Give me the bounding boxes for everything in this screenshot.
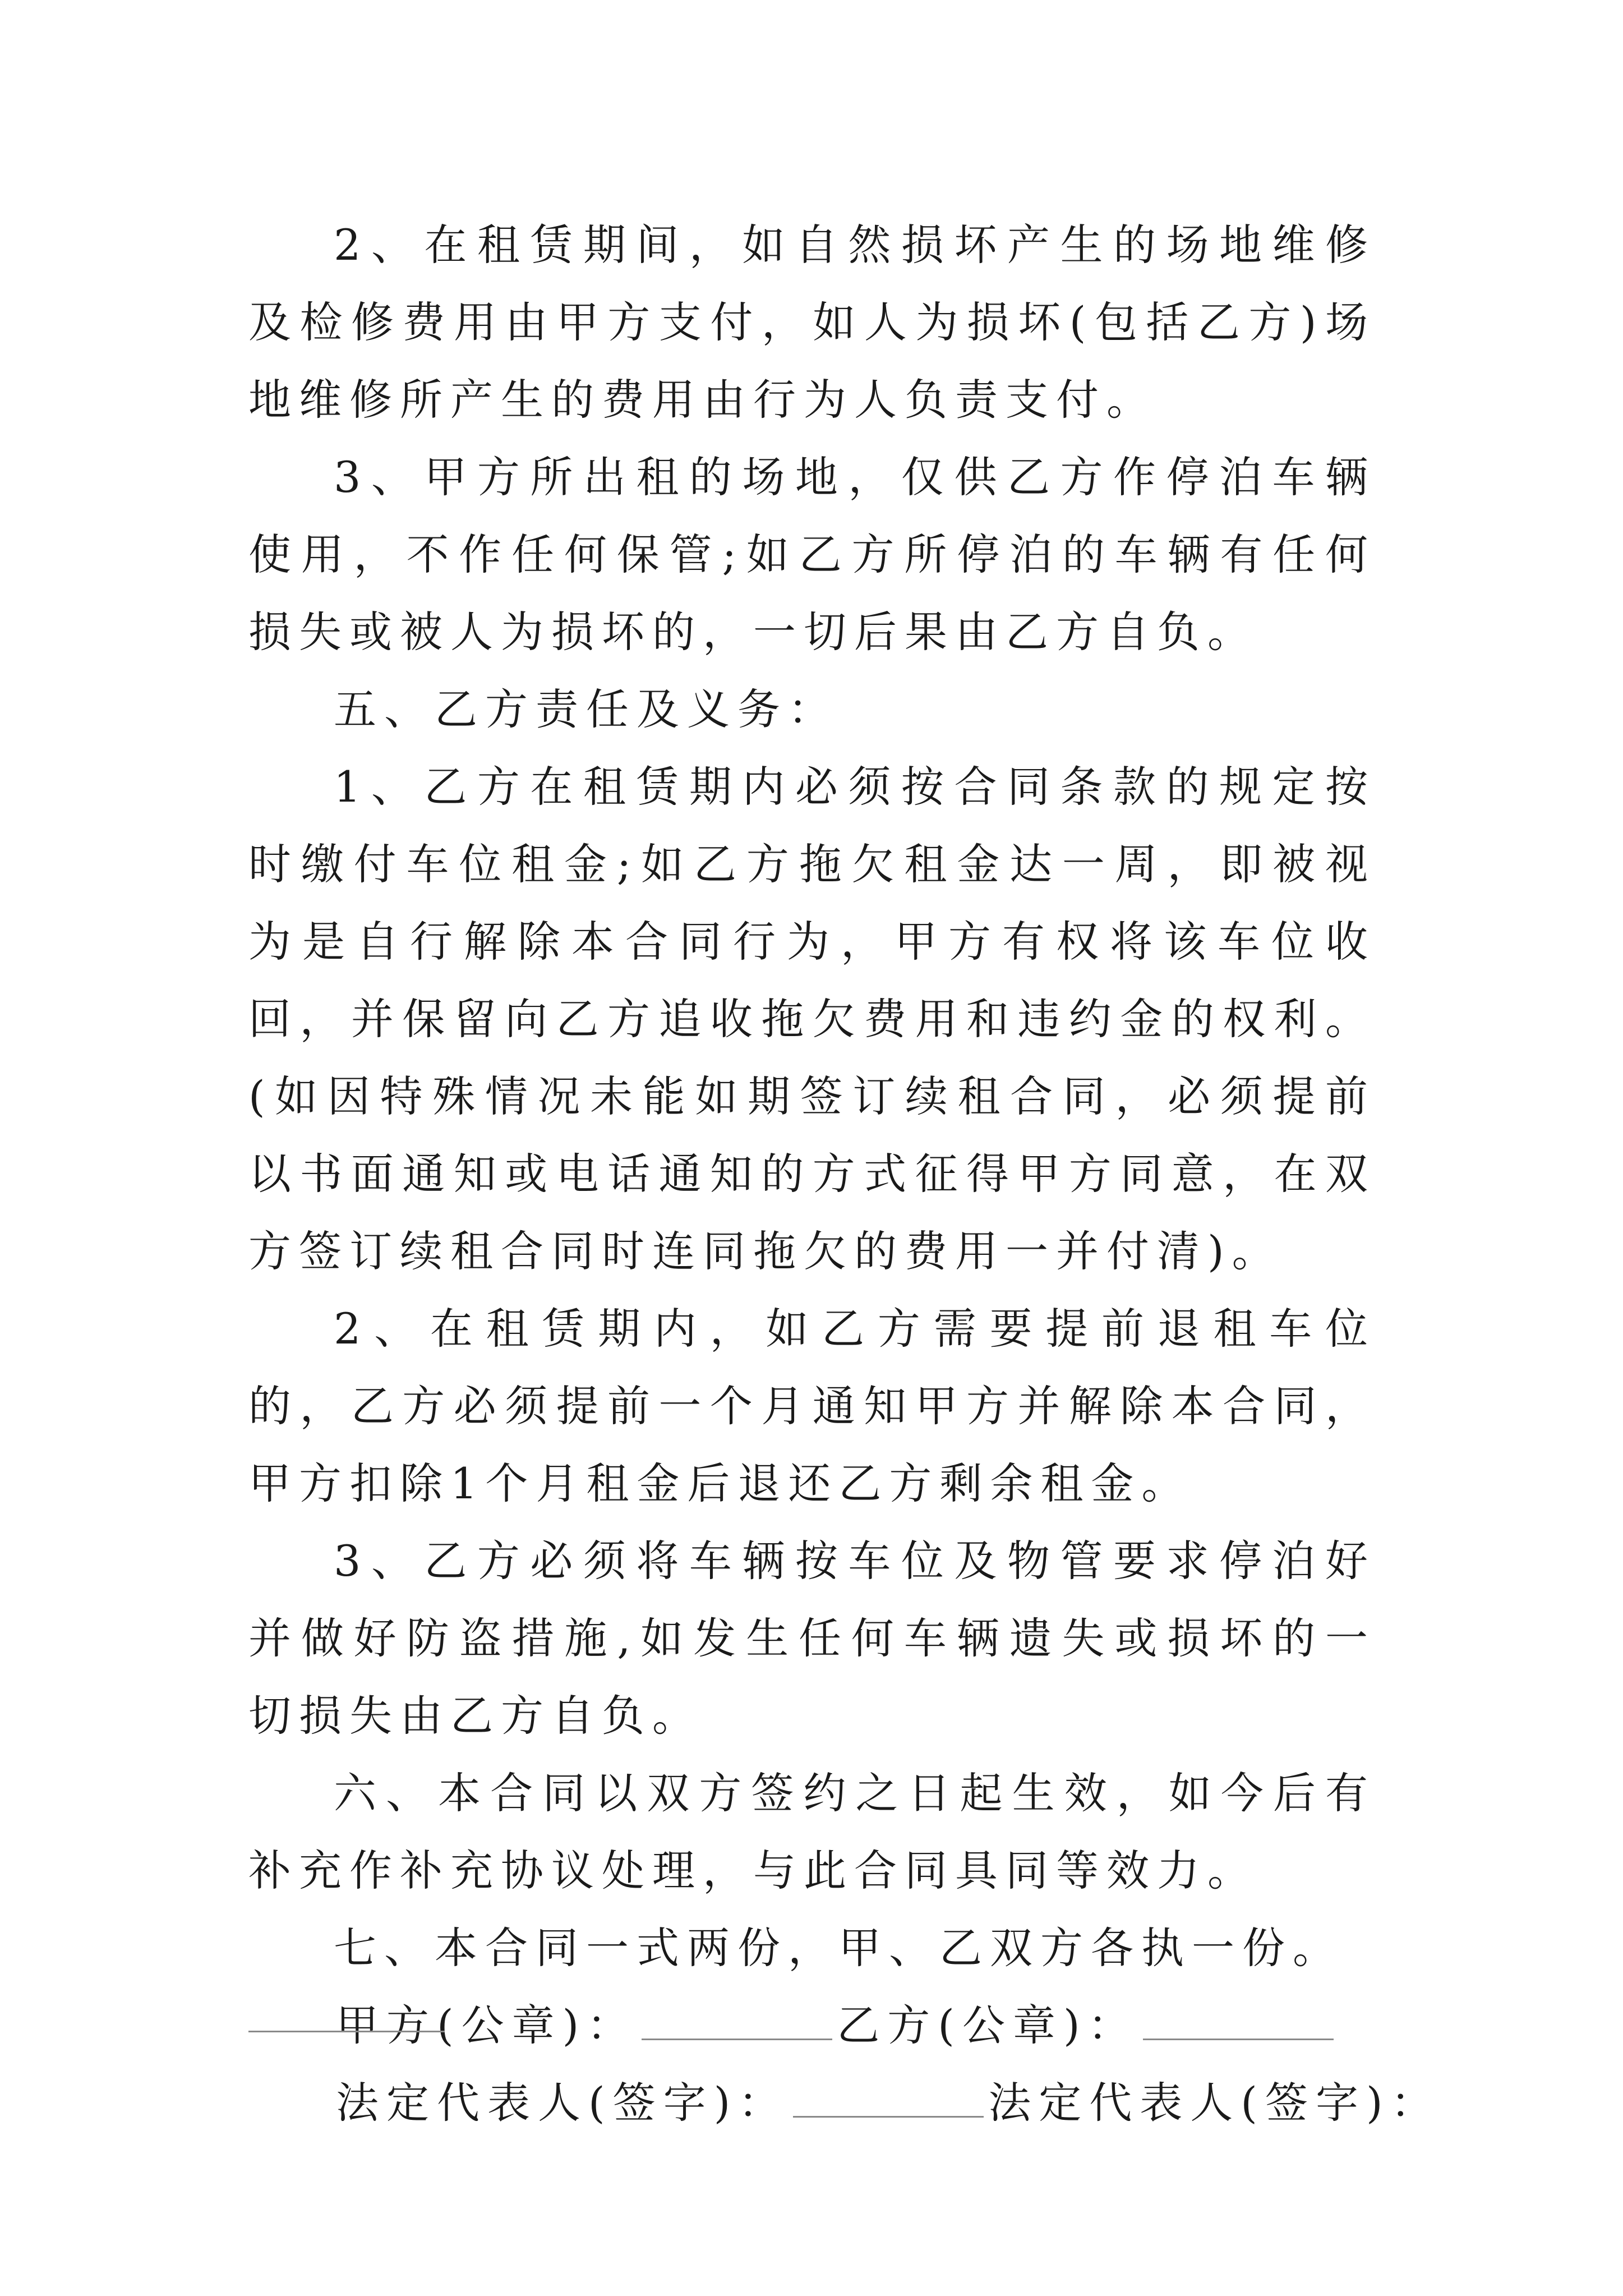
clause-4-2: 2、在租赁期间，如自然损坏产生的场地维修及检修费用由甲方支付，如人为损坏(包括乙方)场地维修所产生的费用由行为人负责支付。 bbox=[248, 220, 1376, 425]
clause-5-2: 2、在租赁期内，如乙方需要提前退租车位的，乙方必须提前一个月通知甲方并解除本合同，甲方扣除1个月租金后退还乙方剩余租金。 bbox=[248, 1304, 1376, 1508]
party-a-seal-blank bbox=[642, 2036, 832, 2040]
party-b-rep-label: 法定代表人(签字)： bbox=[988, 2078, 1441, 2128]
contract-body bbox=[248, 206, 1441, 2142]
seal-signature-line bbox=[248, 1987, 1376, 2064]
clause-5-1: 1、乙方在租赁期内必须按合同条款的规定按时缴付车位租金;如乙方拖欠租金达一周，即被视为是自行解除本合同行为，甲方有权将该车位收回，并保留向乙方追收拖欠费用和违约金的权利。(如因特殊情况未能如期签订续租合同，必须提前以书面通知或电话通知的方式征得甲方同意，在双方签订续租合同时连同拖欠的费用一并付清)。 bbox=[248, 762, 1376, 1276]
representative-signature-line bbox=[248, 2064, 1441, 2142]
clause-4-3: 3、甲方所出租的场地，仅供乙方作停泊车辆使用，不作任何保管;如乙方所停泊的车辆有任何损失或被人为损坏的，一切后果由乙方自负。 bbox=[248, 452, 1376, 657]
party-a-rep-blank bbox=[793, 2114, 984, 2118]
party-b-seal-blank bbox=[1143, 2036, 1334, 2040]
section-7: 七、本合同一式两份，甲、乙双方各执一份。 bbox=[334, 1923, 1343, 1973]
party-a-seal-label: 甲方(公章)： bbox=[336, 2000, 638, 2050]
clause-5-3: 3、乙方必须将车辆按车位及物管要求停泊好并做好防盗措施,如发生任何车辆遗失或损坏的一切损失由乙方自负。 bbox=[248, 1536, 1376, 1741]
party-b-rep-blank bbox=[248, 2031, 445, 2032]
section-5-heading: 五、乙方责任及义务： bbox=[334, 684, 838, 734]
section-6: 六、本合同以双方签约之日起生效，如今后有补充作补充协议处理，与此合同具同等效力。 bbox=[248, 1768, 1376, 1895]
party-b-seal-label: 乙方(公章)： bbox=[837, 2000, 1138, 2050]
party-a-rep-label: 法定代表人(签字)： bbox=[336, 2078, 789, 2128]
